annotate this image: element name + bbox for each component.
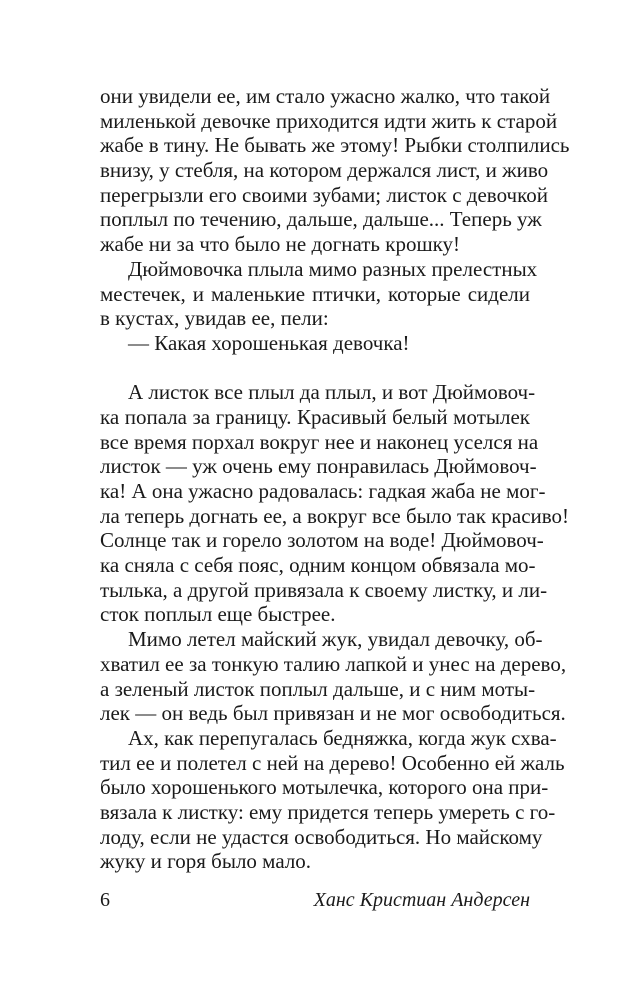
page-footer bbox=[100, 886, 530, 914]
text-line: Солнце так и горело золотом на воде! Дюймовоч- bbox=[100, 528, 544, 553]
paragraph-gap bbox=[100, 356, 530, 381]
text-line: ка сняла с себя пояс, одним концом обвязала мо- bbox=[100, 553, 536, 578]
text-line: сток поплыл еще быстрее. bbox=[100, 602, 336, 627]
text-line: тил ее и полетел с ней на дерево! Особенно ей жаль bbox=[100, 750, 565, 775]
text-line: вязала к листку: ему придется теперь умереть с го- bbox=[100, 799, 556, 824]
text-line: — Какая хорошенькая девочка! bbox=[128, 330, 410, 355]
text-line: лоду, если не удастся освободиться. Но майскому bbox=[100, 824, 543, 849]
text-line: поплыл по течению, дальше, дальше... Теперь уж bbox=[100, 207, 542, 232]
text-line: миленькой девочке приходится идти жить к старой bbox=[100, 108, 558, 133]
text-line: Дюймовочка плыла мимо разных прелестных bbox=[128, 256, 538, 281]
text-line: ка попала за границу. Красивый белый мотылек bbox=[100, 404, 530, 429]
text-line: лек — он ведь был привязан и не мог освободиться. bbox=[100, 701, 566, 726]
text-line: перегрызли его своими зубами; листок с девочкой bbox=[100, 182, 548, 207]
text-line: ка! А она ужасно радовалась: гадкая жаба не мог- bbox=[100, 479, 546, 503]
text-line: Мимо летел майский жук, увидал девочку, об- bbox=[128, 627, 543, 652]
text-line: А листок все плыл да плыл, и вот Дюймовоч- bbox=[128, 380, 536, 405]
text-line: местечек, и маленькие птички, которые сидели bbox=[100, 281, 530, 306]
body-text bbox=[100, 84, 570, 874]
text-line: Ах, как перепугалась бедняжка, когда жук схва- bbox=[128, 725, 557, 750]
text-line: все время порхал вокруг нее и наконец уселся на bbox=[100, 429, 539, 454]
text-line: в кустах, увидав ее, пели: bbox=[100, 306, 329, 331]
text-line: внизу, у стебля, на котором держался лист, и живо bbox=[100, 158, 549, 183]
running-title: Ханс Кристиан Андерсен bbox=[313, 889, 530, 911]
text-line: ла теперь догнать ее, а вокруг все было так красиво! bbox=[100, 503, 570, 528]
text-line: они увидели ее, им стало ужасно жалко, что такой bbox=[100, 84, 551, 108]
text-line: хватил ее за тонкую талию лапкой и унес на дерево, bbox=[100, 651, 567, 676]
page-number: 6 bbox=[100, 889, 110, 911]
text-line: было хорошенького мотылечка, которого она при- bbox=[100, 775, 549, 800]
text-line: тылька, а другой привязала к своему листку, и ли- bbox=[100, 577, 548, 602]
text-line: жабе ни за что было не догнать крошку! bbox=[100, 232, 461, 257]
text-line: жуку и горя было мало. bbox=[100, 849, 312, 874]
text-line: листок — уж очень ему понравилась Дюймовоч- bbox=[100, 454, 537, 479]
text-line: жабе в тину. Не бывать же этому! Рыбки столпились bbox=[100, 133, 570, 158]
text-line: а зеленый листок поплыл дальше, и с ним моты- bbox=[100, 676, 536, 701]
